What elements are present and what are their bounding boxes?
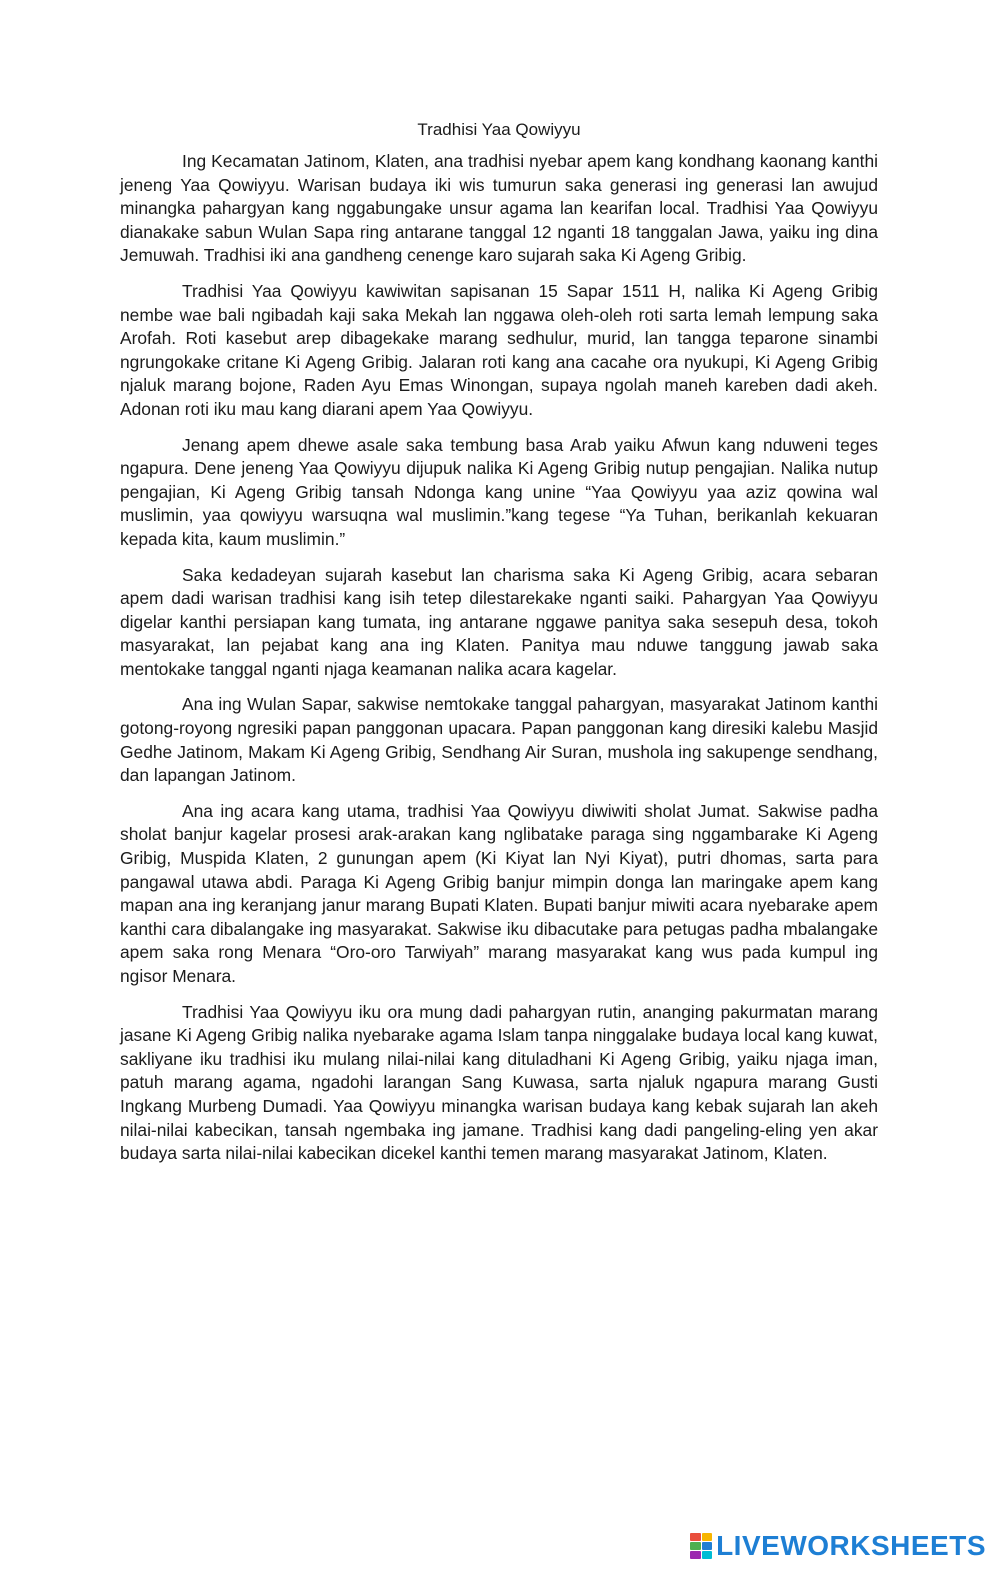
paragraph-1: Ing Kecamatan Jatinom, Klaten, ana tradhisi nyebar apem kang kondhang kaonang kanthi jeneng Yaa Qowiyyu. Warisan budaya iki wis tumurun saka generasi ing generasi lan awujud minangka pahargyan kang nggabungake unsur agama lan kearifan local. Tradhisi Yaa Qowiyyu dianakake sabun Wulan Sapa ring antarane tanggal 12 nganti 18 tanggalan Jawa, yaiku ing dina Jemuwah. Tradhisi iki ana gandheng cenenge karo sujarah saka Ki Ageng Gribig.: [120, 151, 878, 266]
paragraph-3: Jenang apem dhewe asale saka tembung basa Arab yaiku Afwun kang nduweni teges ngapura. Dene jeneng Yaa Qowiyyu dijupuk nalika Ki Ageng Gribig nutup pengajian. Nalika nutup pengajian, Ki Ageng Gribig tansah Ndonga kang unine “Yaa Qowiyyu yaa aziz qowina wal muslimin, yaa qowiyyu warsuqna wal muslimin.”kang tegese “Ya Tuhan, berikanlah kekuaran kepada kita, kaum muslimin.”: [120, 434, 878, 549]
liveworksheets-brand: [690, 1531, 986, 1561]
document-page: [120, 118, 878, 1178]
liveworksheets-wordmark: LIVEWORKSHEETS: [716, 1530, 986, 1561]
paragraph-5: Ana ing Wulan Sapar, sakwise nemtokake tanggal pahargyan, masyarakat Jatinom kanthi gotong-royong ngresiki papan panggonan upacara. Papan panggonan kang diresiki kalebu Masjid Gedhe Jatinom, Makam Ki Ageng Gribig, Sendhang Air Suran, mushola ing sakupenge sendhang, dan lapangan Jatinom.: [120, 694, 878, 786]
document-title: Tradhisi Yaa Qowiyyu: [417, 120, 581, 139]
paragraph-2: Tradhisi Yaa Qowiyyu kawiwitan sapisanan 15 Sapar 1511 H, nalika Ki Ageng Gribig nembe wae bali ngibadah kaji saka Mekah lan nggawa oleh-oleh roti sarta lemah lempung saka Arofah. Roti kasebut arep dibagekake marang sedhulur, murid, lan tangga teparone sinambi ngrungokake critane Ki Ageng Gribig. Jalaran roti kang ana cacahe ora nyukupi, Ki Ageng Gribig njaluk marang bojone, Raden Ayu Emas Winongan, supaya ngolah maneh kareben dadi akeh. Adonan roti iku mau kang diarani apem Yaa Qowiyyu.: [120, 280, 878, 419]
paragraph-4: Saka kedadeyan sujarah kasebut lan charisma saka Ki Ageng Gribig, acara sebaran apem dadi warisan tradhisi kang isih tetep dilestarekake nganti saiki. Pahargyan Yaa Qowiyyu digelar kanthi persiapan kang tumata, ing antarane nggawe panitya saka sesepuh desa, tokoh masyarakat, lan pejabat kang ana ing Klaten. Panitya mau nduwe tanggung jawab saka mentokake tanggal nganti njaga keamanan nalika acara kagelar.: [120, 564, 878, 679]
paragraph-7: Tradhisi Yaa Qowiyyu iku ora mung dadi pahargyan rutin, ananging pakurmatan marang jasane Ki Ageng Gribig nalika nyebarake agama Islam tanpa ninggalake budaya local kang kuwat, sakliyane iku tradhisi iku mulang nilai-nilai kang dituladhani Ki Ageng Gribig, yaiku njaga iman, patuh marang agama, ngadohi larangan Sang Kuwasa, sarta njaluk ngapura marang Gusti Ingkang Murbeng Dumadi. Yaa Qowiyyu minangka warisan budaya kang kebak sujarah lan akeh nilai-nilai kabecikan, tansah ngembaka ing jamane. Tradhisi kang dadi pangeling-eling yen akar budaya sarta nilai-nilai kabecikan dicekel kanthi temen marang masyarakat Jatinom, Klaten.: [120, 1001, 878, 1164]
liveworksheets-logo-icon: [690, 1533, 712, 1559]
paragraph-6: Ana ing acara kang utama, tradhisi Yaa Qowiyyu diwiwiti sholat Jumat. Sakwise padha sholat banjur kagelar prosesi arak-arakan kang nglibatake paraga sing nggambarake Ki Ageng Gribig, Muspida Klaten, 2 gunungan apem (Ki Kiyat lan Nyi Kiyat), putri dhomas, sarta para pangawal utawa abdi. Paraga Ki Ageng Gribig banjur mimpin donga lan maringake apem kang mapan ana ing keranjang janur marang Bupati Klaten. Bupati banjur miwiti acara nyebarake apem kanthi cara dibalangake ing masyarakat. Sakwise iku dibacutake para petugas padha mbalangake apem saka rong Menara “Oro-oro Tarwiyah” marang masyarakat kang wus pada kumpul ing ngisor Menara.: [120, 800, 878, 986]
